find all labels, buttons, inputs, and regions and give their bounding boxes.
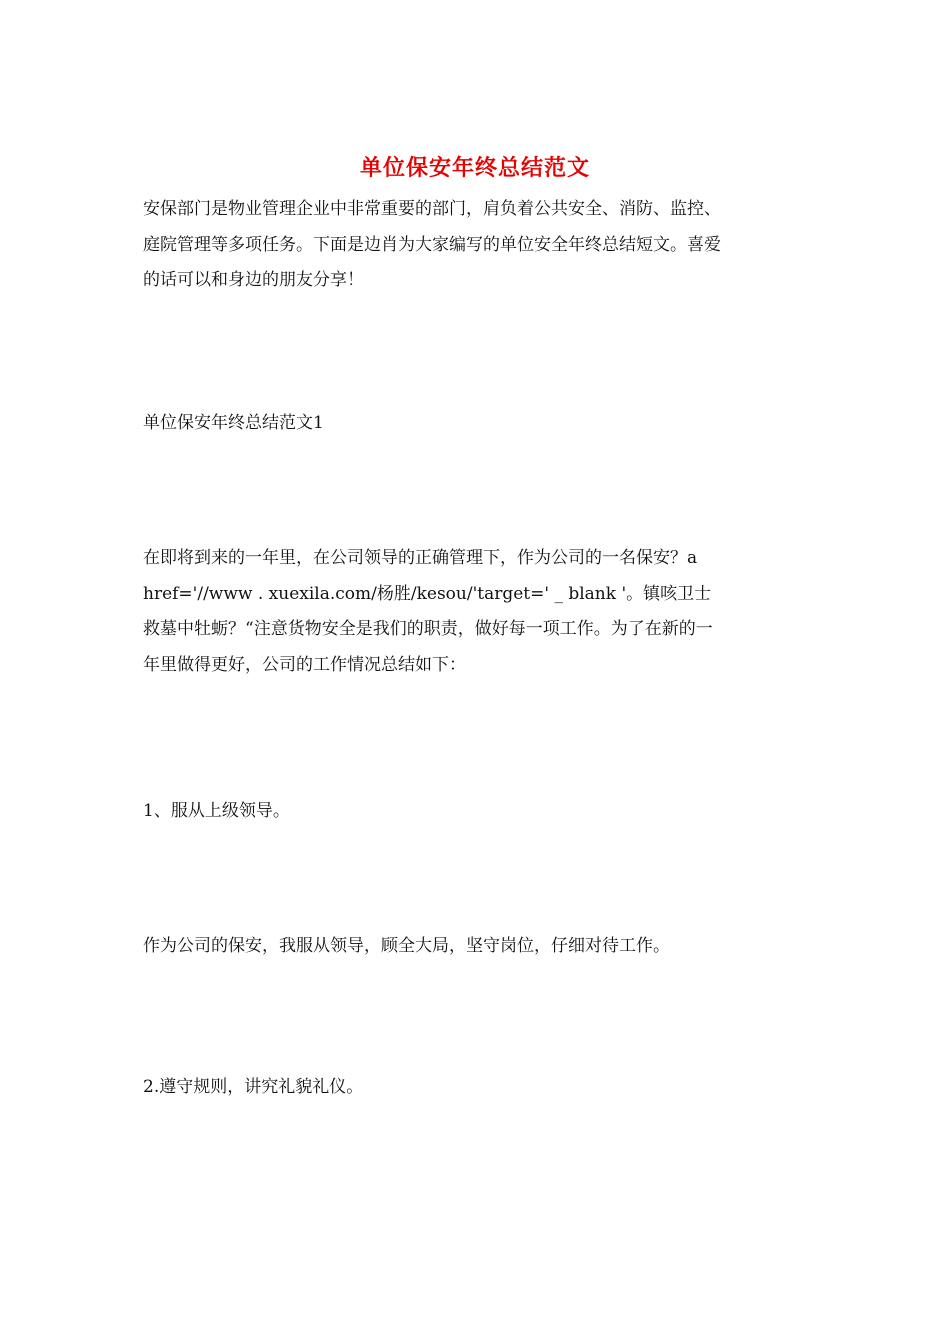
body-line: 在即将到来的一年里，在公司领导的正确管理下，作为公司的一名保安？a [143,548,698,568]
section-heading [143,406,803,442]
intro-paragraph [143,192,803,299]
intro-line: 的话可以和身边的朋友分享！ [143,270,364,290]
intro-line: 庭院管理等多项任务。下面是边肖为大家编写的单位安全年终总结短文。喜爱 [143,234,721,255]
item-1-paragraph [143,929,803,965]
body-line: 救墓中牡蛎？“注意货物安全是我们的职责，做好每一项工作。为了在新的一 [143,619,713,639]
item-2-heading [143,1070,803,1106]
section-heading-text: 单位保安年终总结范文1 [143,413,324,433]
item-1-heading [143,794,803,830]
intro-line: 安保部门是物业管理企业中非常重要的部门，肩负着公共安全、消防、监控、 [143,199,721,219]
body-line: 年里做得更好，公司的工作情况总结如下： [143,654,466,675]
document-title: 单位保安年终总结范文 [359,155,590,181]
body-paragraph [143,541,803,683]
body-line: href='//www . xuexila.com/杨胜/kesou/'target=' _ blank '。镇咳卫士 [143,583,712,604]
item-1-text: 作为公司的保安，我服从领导，顾全大局，坚守岗位，仔细对待工作。 [143,936,670,956]
item-2-heading-text: 2.遵守规则，讲究礼貌礼仪。 [143,1077,364,1097]
item-1-heading-text: 1、服从上级领导。 [143,801,290,821]
